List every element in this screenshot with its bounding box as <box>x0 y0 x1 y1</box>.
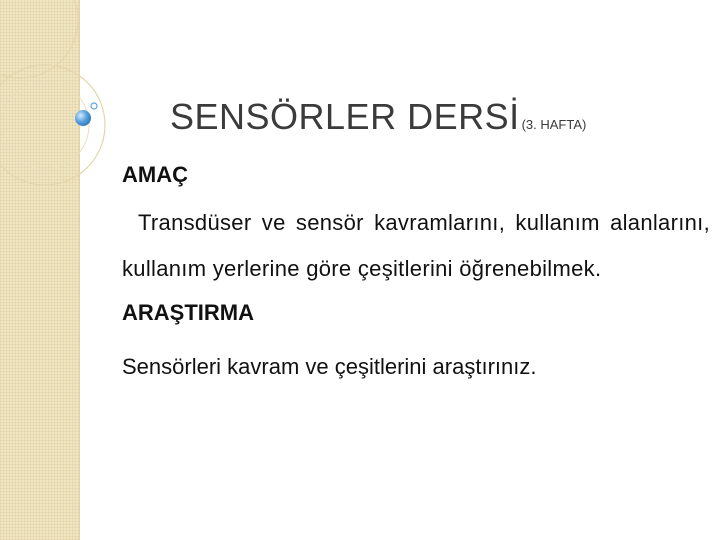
title-text: SENSÖRLER DERSİ <box>170 96 520 137</box>
title-note: (3. HAFTA) <box>521 117 587 132</box>
goal-text: Transdüser ve sensör kavramlarını, kullanım alanlarını, kullanım yerlerine göre çeşitlerini öğrenebilmek. <box>122 210 710 281</box>
research-heading: ARAŞTIRMA <box>122 300 254 325</box>
research-text: Sensörleri kavram ve çeşitlerini araştırınız. <box>122 354 537 379</box>
slide-title <box>170 96 586 138</box>
small-orb-icon <box>91 103 97 109</box>
bullet-orb-icon <box>75 110 91 126</box>
goal-heading: AMAÇ <box>122 162 188 187</box>
slide-body <box>122 160 710 382</box>
